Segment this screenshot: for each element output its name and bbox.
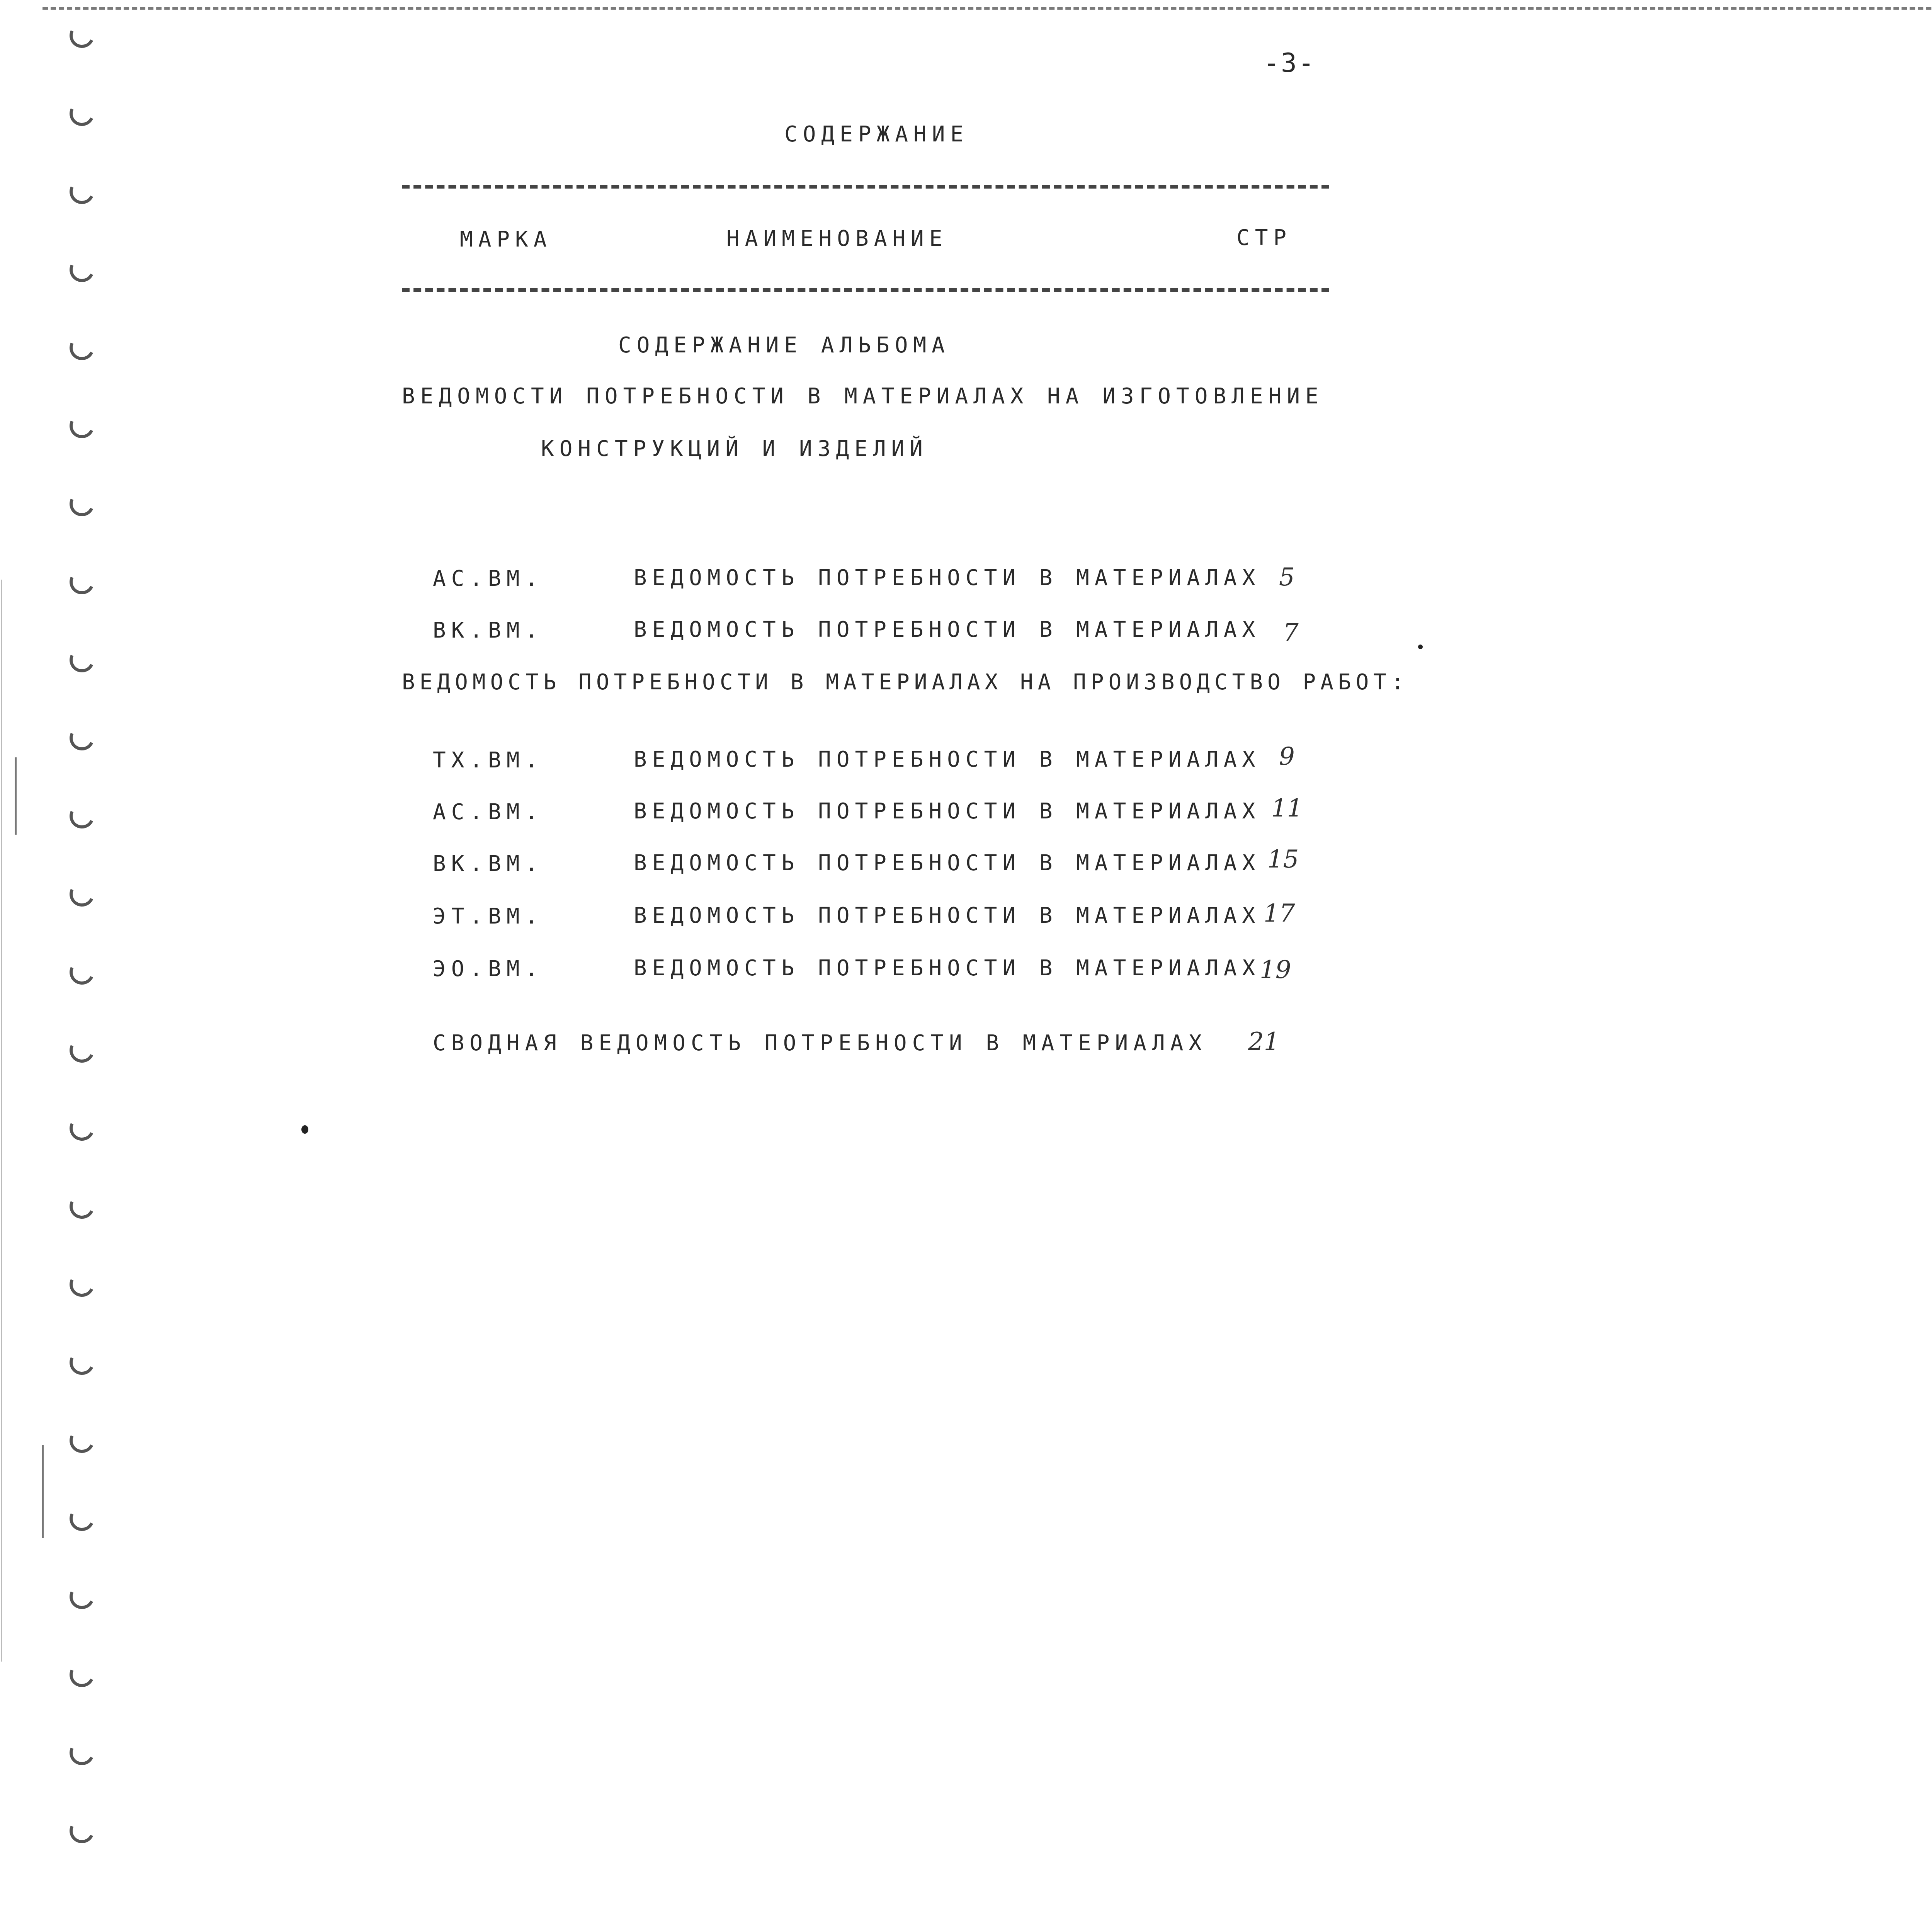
item-name: ВЕДОМОСТЬ ПОТРЕБНОСТИ В МАТЕРИАЛАХ <box>634 850 1261 876</box>
item-name: ВЕДОМОСТЬ ПОТРЕБНОСТИ В МАТЕРИАЛАХ <box>634 956 1261 981</box>
item-mark: ТХ.ВМ. <box>433 748 544 773</box>
tractor-hole <box>66 254 98 286</box>
item-mark: АС.ВМ. <box>433 799 544 825</box>
item-page: 15 <box>1267 845 1299 874</box>
tractor-hole <box>66 1581 98 1613</box>
section1-heading-line1: ВЕДОМОСТИ ПОТРЕБНОСТИ В МАТЕРИАЛАХ НА ИЗГОТОВЛЕНИЕ <box>402 384 1324 409</box>
tractor-hole <box>66 1659 98 1691</box>
item-name: ВЕДОМОСТЬ ПОТРЕБНОСТИ В МАТЕРИАЛАХ <box>634 747 1261 772</box>
tractor-hole <box>66 566 98 598</box>
document-title: СОДЕРЖАНИЕ <box>784 122 969 147</box>
header-rule-bottom <box>402 288 1329 292</box>
left-edge-mark <box>42 1445 44 1538</box>
item-mark: ЭТ.ВМ. <box>433 904 544 929</box>
summary-page: 21 <box>1248 1027 1280 1056</box>
tractor-hole <box>66 488 98 520</box>
ink-speck <box>1418 645 1423 649</box>
tractor-hole <box>66 1112 98 1144</box>
tractor-hole <box>66 176 98 208</box>
item-mark: ВК.ВМ. <box>433 851 544 876</box>
item-page: 11 <box>1271 794 1303 823</box>
item-page: 7 <box>1283 619 1299 647</box>
header-mark: МАРКА <box>460 227 552 252</box>
paper-top-perforation <box>43 7 1932 10</box>
tractor-hole <box>66 1191 98 1222</box>
ink-speck <box>301 1125 308 1134</box>
header-page: СТР <box>1236 225 1292 250</box>
tractor-hole <box>66 1269 98 1300</box>
tractor-hole <box>66 956 98 988</box>
tractor-hole <box>66 98 98 129</box>
tractor-hole <box>66 1815 98 1847</box>
item-name: ВЕДОМОСТЬ ПОТРЕБНОСТИ В МАТЕРИАЛАХ <box>634 799 1261 824</box>
item-page: 19 <box>1260 956 1291 984</box>
section1-heading-line2: КОНСТРУКЦИЙ И ИЗДЕЛИЙ <box>541 436 929 461</box>
header-name: НАИМЕНОВАНИЕ <box>726 226 948 251</box>
header-rule-top <box>402 185 1329 189</box>
tractor-hole <box>66 878 98 910</box>
item-mark: ЭО.ВМ. <box>433 956 544 981</box>
tractor-hole <box>66 20 98 51</box>
tractor-hole <box>66 1737 98 1769</box>
tractor-hole <box>66 1503 98 1534</box>
summary-name: СВОДНАЯ ВЕДОМОСТЬ ПОТРЕБНОСТИ В МАТЕРИАЛАХ <box>433 1031 1208 1056</box>
tractor-hole <box>66 1034 98 1066</box>
left-edge-mark <box>15 757 17 835</box>
album-contents-heading: СОДЕРЖАНИЕ АЛЬБОМА <box>618 333 950 358</box>
tractor-hole <box>66 800 98 832</box>
section2-heading: ВЕДОМОСТЬ ПОТРЕБНОСТИ В МАТЕРИАЛАХ НА ПРОИЗВОДСТВО РАБОТ: <box>402 670 1409 695</box>
tractor-hole <box>66 1347 98 1378</box>
page-number: -3- <box>1264 48 1316 78</box>
tractor-hole <box>66 644 98 676</box>
tractor-hole <box>66 410 98 442</box>
tractor-hole <box>66 332 98 364</box>
item-page: 5 <box>1279 563 1295 592</box>
left-tractor-holes <box>58 23 104 1901</box>
item-page: 9 <box>1279 742 1295 771</box>
item-name: ВЕДОМОСТЬ ПОТРЕБНОСТИ В МАТЕРИАЛАХ <box>634 565 1261 590</box>
left-edge-mark <box>1 580 2 1662</box>
tractor-hole <box>66 722 98 754</box>
item-page: 17 <box>1264 899 1295 928</box>
tractor-hole <box>66 1425 98 1456</box>
item-name: ВЕДОМОСТЬ ПОТРЕБНОСТИ В МАТЕРИАЛАХ <box>634 903 1261 928</box>
item-mark: ВК.ВМ. <box>433 618 544 643</box>
item-name: ВЕДОМОСТЬ ПОТРЕБНОСТИ В МАТЕРИАЛАХ <box>634 617 1261 642</box>
item-mark: АС.ВМ. <box>433 566 544 591</box>
